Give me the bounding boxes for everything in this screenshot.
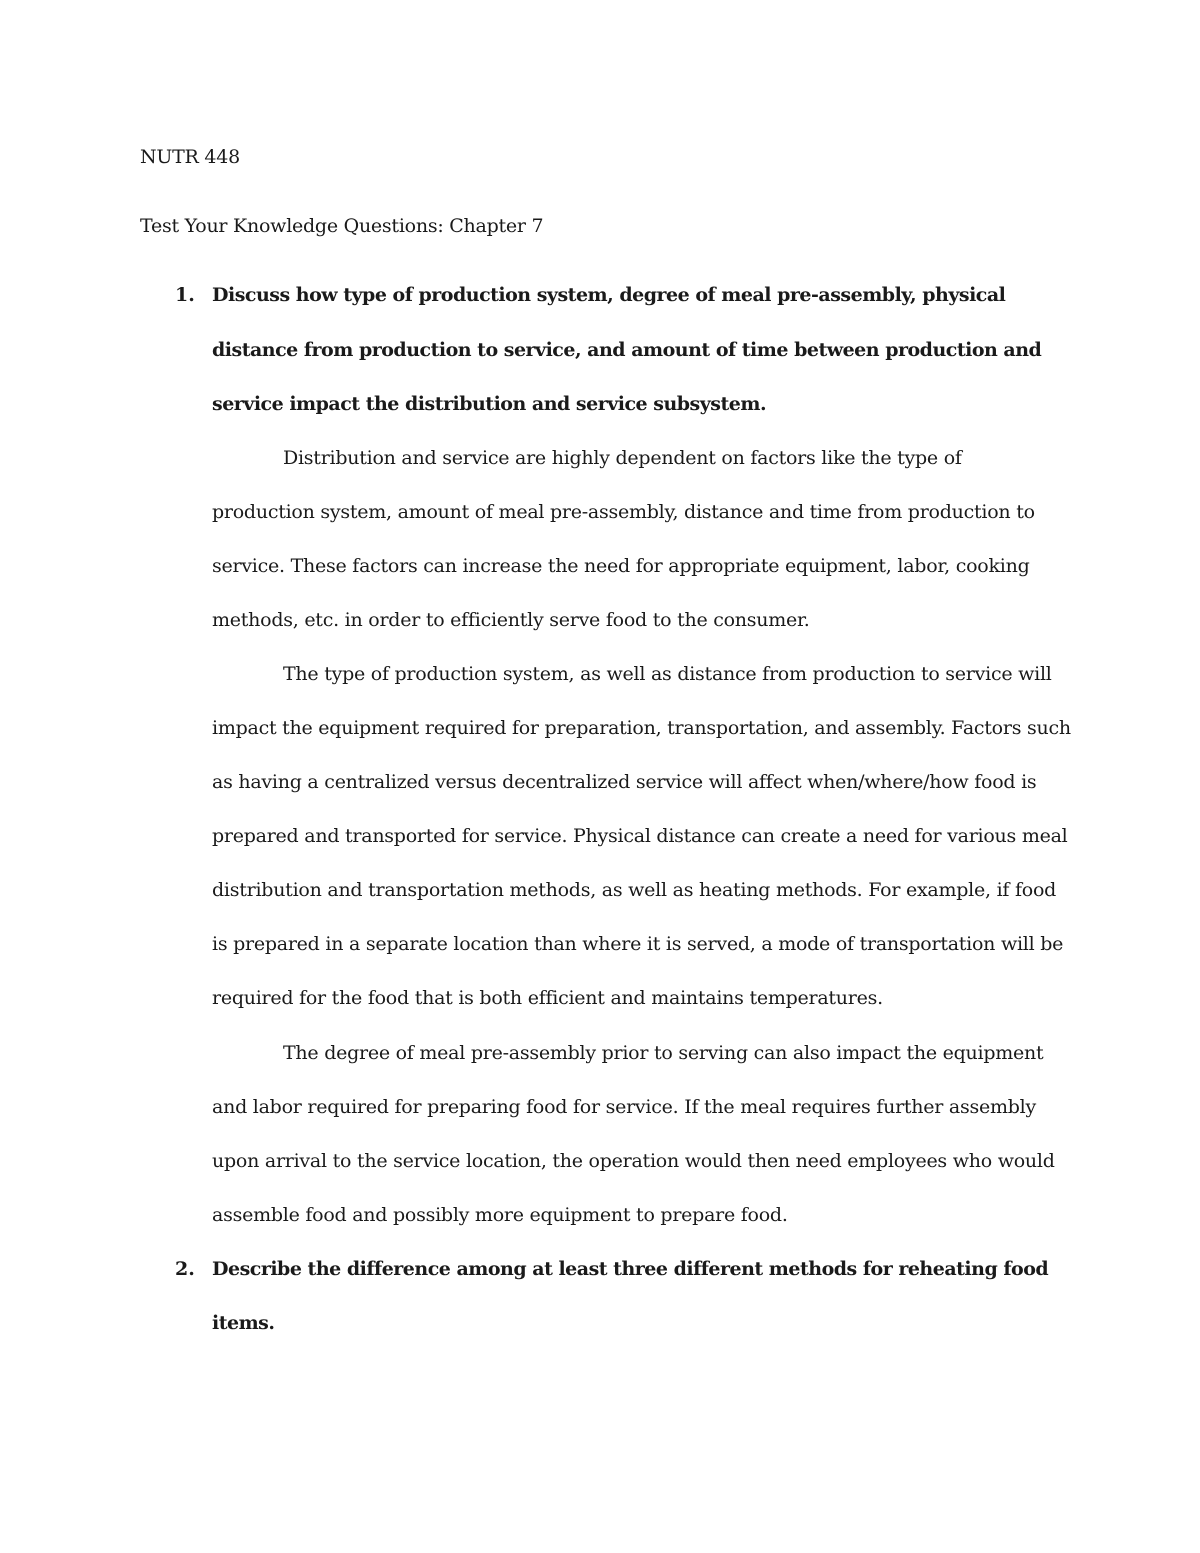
question-1-prompt-line: distance from production to service, and amount of time between production and: [212, 339, 1042, 361]
document-title: Test Your Knowledge Questions: Chapter 7: [140, 215, 544, 237]
answer-1-paragraph-2-line: prepared and transported for service. Physical distance can create a need for various meal: [212, 825, 1068, 847]
answer-1-paragraph-3-line: and labor required for preparing food for service. If the meal requires further assembly: [212, 1096, 1036, 1118]
question-2-number: 2.: [175, 1258, 195, 1280]
question-1-prompt-line: service impact the distribution and service subsystem.: [212, 393, 767, 415]
answer-1-paragraph-1-line: production system, amount of meal pre-assembly, distance and time from production to: [212, 501, 1035, 523]
answer-1-paragraph-1-line: methods, etc. in order to efficiently serve food to the consumer.: [212, 609, 810, 631]
answer-1-paragraph-2-line: is prepared in a separate location than where it is served, a mode of transportation will be: [212, 933, 1064, 955]
question-1-number: 1.: [175, 284, 195, 306]
answer-1-paragraph-2-line: The type of production system, as well as distance from production to service will: [283, 663, 1052, 685]
answer-1-paragraph-1-line: Distribution and service are highly dependent on factors like the type of: [283, 447, 962, 469]
answer-1-paragraph-3-line: upon arrival to the service location, the operation would then need employees who would: [212, 1150, 1055, 1172]
answer-1-paragraph-3-line: The degree of meal pre-assembly prior to serving can also impact the equipment: [283, 1042, 1044, 1064]
question-2-prompt-line: Describe the difference among at least three different methods for reheating food: [212, 1258, 1049, 1280]
answer-1-paragraph-2-line: distribution and transportation methods, as well as heating methods. For example, if food: [212, 879, 1057, 901]
answer-1-paragraph-1-line: service. These factors can increase the need for appropriate equipment, labor, cooking: [212, 555, 1030, 577]
answer-1-paragraph-2-line: required for the food that is both efficient and maintains temperatures.: [212, 987, 883, 1009]
answer-1-paragraph-3-line: assemble food and possibly more equipment to prepare food.: [212, 1204, 788, 1226]
question-2-prompt-line: items.: [212, 1312, 275, 1334]
question-1-prompt-line: Discuss how type of production system, degree of meal pre-assembly, physical: [212, 284, 1006, 306]
answer-1-paragraph-2-line: impact the equipment required for preparation, transportation, and assembly. Factors such: [212, 717, 1071, 739]
course-code: NUTR 448: [140, 146, 240, 168]
answer-1-paragraph-2-line: as having a centralized versus decentralized service will affect when/where/how food is: [212, 771, 1037, 793]
